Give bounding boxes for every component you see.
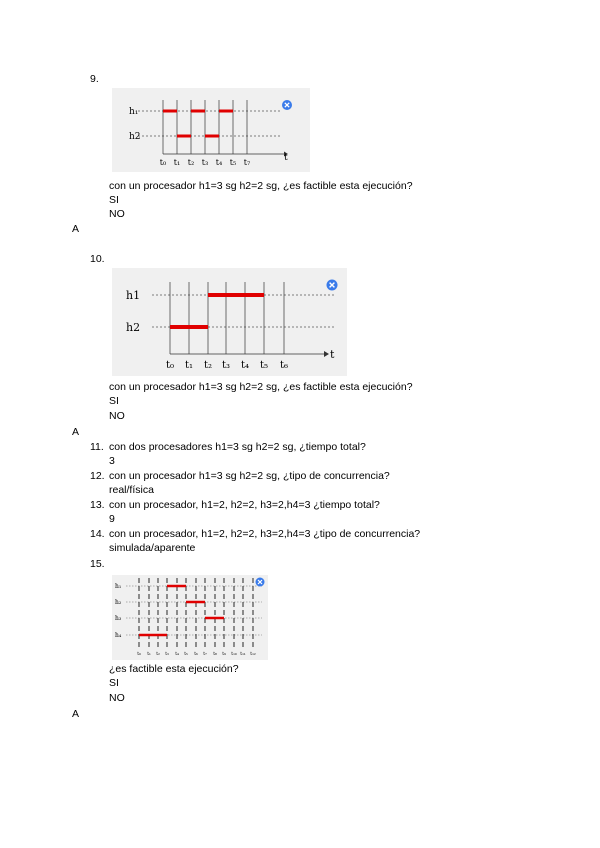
q15-bars bbox=[139, 586, 224, 635]
q12-number: 12. bbox=[90, 470, 105, 482]
q10-timeline-figure bbox=[112, 268, 347, 376]
q10-row-label: h1 bbox=[126, 289, 141, 302]
q15-tick-label: t₄ bbox=[175, 652, 179, 657]
q11-question: con dos procesadores h1=3 sg h2=2 sg, ¿tiempo total? bbox=[109, 441, 366, 453]
q10-tick-label: t₁ bbox=[184, 360, 194, 371]
q15-row-label: h₄ bbox=[115, 632, 122, 639]
q11-answer: 3 bbox=[109, 455, 115, 467]
q9-tick-label: t₁ bbox=[173, 158, 181, 167]
q13-answer: 9 bbox=[109, 513, 115, 525]
q9-question: con un procesador h1=3 sg h2=2 sg, ¿es factible esta ejecución? bbox=[109, 180, 413, 192]
q15-tick-label: t₆ bbox=[194, 652, 198, 657]
q14-number: 14. bbox=[90, 528, 105, 540]
q15-tick-label: t₃ bbox=[165, 652, 169, 657]
q9-option-no: NO bbox=[109, 208, 125, 220]
q15-tick-label: t₂ bbox=[156, 652, 160, 657]
q9-timeline-figure bbox=[112, 88, 310, 172]
q9-axis-label: t bbox=[284, 153, 288, 163]
q12-answer: real/física bbox=[109, 484, 154, 496]
q15-number: 15. bbox=[90, 558, 105, 570]
q9-row-label: h₁ bbox=[129, 107, 139, 117]
q15-tick-label: t₀ bbox=[137, 652, 141, 657]
q10-number: 10. bbox=[90, 253, 105, 265]
q10-tick-label: t₃ bbox=[221, 360, 231, 371]
q9-bars bbox=[163, 111, 233, 136]
q15-row-label: h₃ bbox=[115, 615, 122, 622]
q9-tick-label: t₇ bbox=[243, 158, 251, 167]
q15-question: ¿es factible esta ejecución? bbox=[109, 663, 239, 675]
q9-row-label: h2 bbox=[129, 132, 141, 142]
q10-tick-label: t₂ bbox=[203, 360, 213, 371]
q14-question: con un procesador, h1=2, h2=2, h3=2,h4=3 ¿tipo de concurrencia? bbox=[109, 528, 421, 540]
q15-option-no: NO bbox=[109, 692, 125, 704]
q15-tick-label: t₁₂ bbox=[250, 652, 256, 657]
q10-tick-label: t₄ bbox=[240, 360, 250, 371]
q15-tick-label: t₅ bbox=[184, 652, 188, 657]
q13-question: con un procesador, h1=2, h2=2, h3=2,h4=3 ¿tiempo total? bbox=[109, 499, 380, 511]
q15-tick-label: t₉ bbox=[222, 652, 226, 657]
q12-question: con un procesador h1=3 sg h2=2 sg, ¿tipo de concurrencia? bbox=[109, 470, 390, 482]
q9-answer: A bbox=[72, 223, 80, 235]
q9-tick-label: t₀ bbox=[159, 158, 167, 167]
q10-option-no: NO bbox=[109, 410, 125, 422]
q15-tick-label: t₈ bbox=[213, 652, 217, 657]
q9-tick-label: t₂ bbox=[187, 158, 195, 167]
q10-question: con un procesador h1=3 sg h2=2 sg, ¿es factible esta ejecución? bbox=[109, 381, 413, 393]
q15-tick-label: t₁ bbox=[147, 652, 151, 657]
q10-axis-label: t bbox=[330, 348, 335, 361]
q10-answer: A bbox=[72, 426, 80, 438]
q15-tick-label: t₇ bbox=[203, 652, 207, 657]
q9-number: 9. bbox=[90, 73, 99, 85]
q10-row-label: h2 bbox=[126, 321, 141, 334]
q15-tick-label: t₁₀ bbox=[231, 652, 237, 657]
q9-tick-label: t₅ bbox=[229, 158, 237, 167]
q15-answer: A bbox=[72, 708, 80, 720]
q14-answer: simulada/aparente bbox=[109, 542, 196, 554]
q10-option-si: SI bbox=[109, 395, 119, 407]
q10-bars bbox=[170, 295, 264, 327]
q15-row-label: h₁ bbox=[115, 583, 122, 590]
q15-option-si: SI bbox=[109, 677, 119, 689]
q9-option-si: SI bbox=[109, 194, 119, 206]
q10-tick-label: t₀ bbox=[165, 360, 175, 371]
q9-tick-label: t₃ bbox=[201, 158, 209, 167]
q13-number: 13. bbox=[90, 499, 105, 511]
q15-tick-label: t₁₁ bbox=[240, 652, 246, 657]
q11-number: 11. bbox=[90, 441, 104, 453]
q15-timeline-figure bbox=[112, 575, 268, 660]
q10-tick-label: t₆ bbox=[279, 360, 289, 371]
q10-tick-label: t₅ bbox=[259, 360, 269, 371]
q15-row-label: h₂ bbox=[115, 599, 122, 606]
q9-tick-label: t₄ bbox=[215, 158, 223, 167]
